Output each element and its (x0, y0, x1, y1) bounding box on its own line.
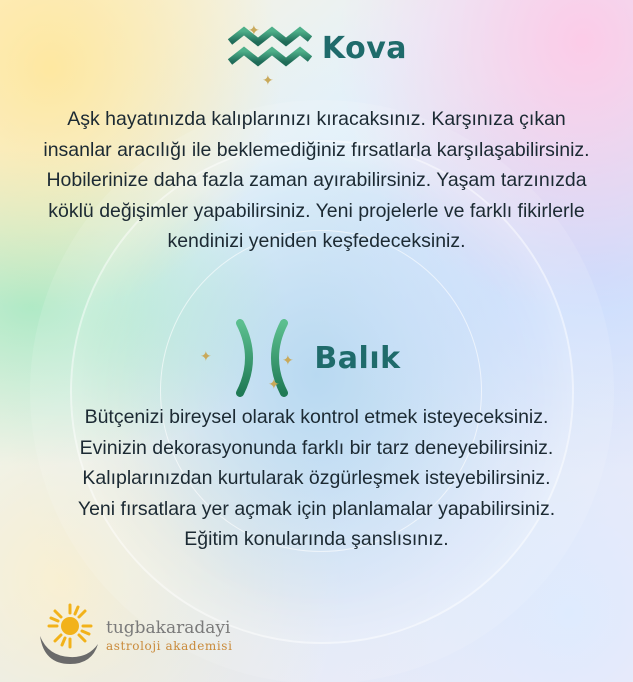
brand-logo (34, 598, 274, 668)
kova-header (0, 20, 633, 88)
balik-line: Evinizin dekorasyonunda farklı bir tarz deneyebilirsiniz. (79, 436, 554, 459)
balik-line: Bütçenizi bireysel olarak kontrol etmek isteyeceksiniz. (84, 406, 549, 428)
kova-line: Aşk hayatınızda kalıplarınızı kıracaksınız. Karşınıza çıkan (67, 108, 566, 130)
kova-title: Kova (321, 30, 408, 66)
balik-line: Yeni fırsatlara yer açmak için planlamalar yapabilirsiniz. (77, 497, 556, 520)
sparkle-icon: ✦ (268, 376, 280, 392)
balik-title: Balık (314, 340, 401, 376)
logo-name: tugbakaradayi (106, 618, 231, 638)
balik-header (0, 318, 633, 398)
aquarius-icon (226, 26, 312, 70)
balik-line: Kalıplarınızdan kurtularak özgürleşmek isteyebilirsiniz. (82, 467, 551, 489)
balik-line: Eğitim konularında şanslısınız. (184, 528, 449, 550)
kova-description (10, 104, 623, 257)
sparkle-icon: ✦ (262, 72, 274, 88)
kova-line: insanlar aracılığı ile beklemediğiniz fırsatlarla karşılaşabilirsiniz. (43, 138, 590, 161)
sparkle-icon: ✦ (248, 22, 260, 38)
kova-line: kendinizi yeniden keşfedeceksiniz. (167, 230, 466, 252)
logo-subtitle: astroloji akademisi (106, 639, 233, 653)
kova-line: Hobilerinize daha fazla zaman ayırabilirsiniz. Yaşam tarzınızda (46, 169, 587, 191)
sun-moon-icon (34, 598, 104, 668)
sparkle-icon: ✦ (200, 348, 212, 364)
balik-description (10, 402, 623, 555)
sparkle-icon: ✦ (282, 352, 294, 368)
kova-line: köklü değişimler yapabilirsiniz. Yeni projelerle ve farklı fikirlerle (48, 199, 585, 222)
